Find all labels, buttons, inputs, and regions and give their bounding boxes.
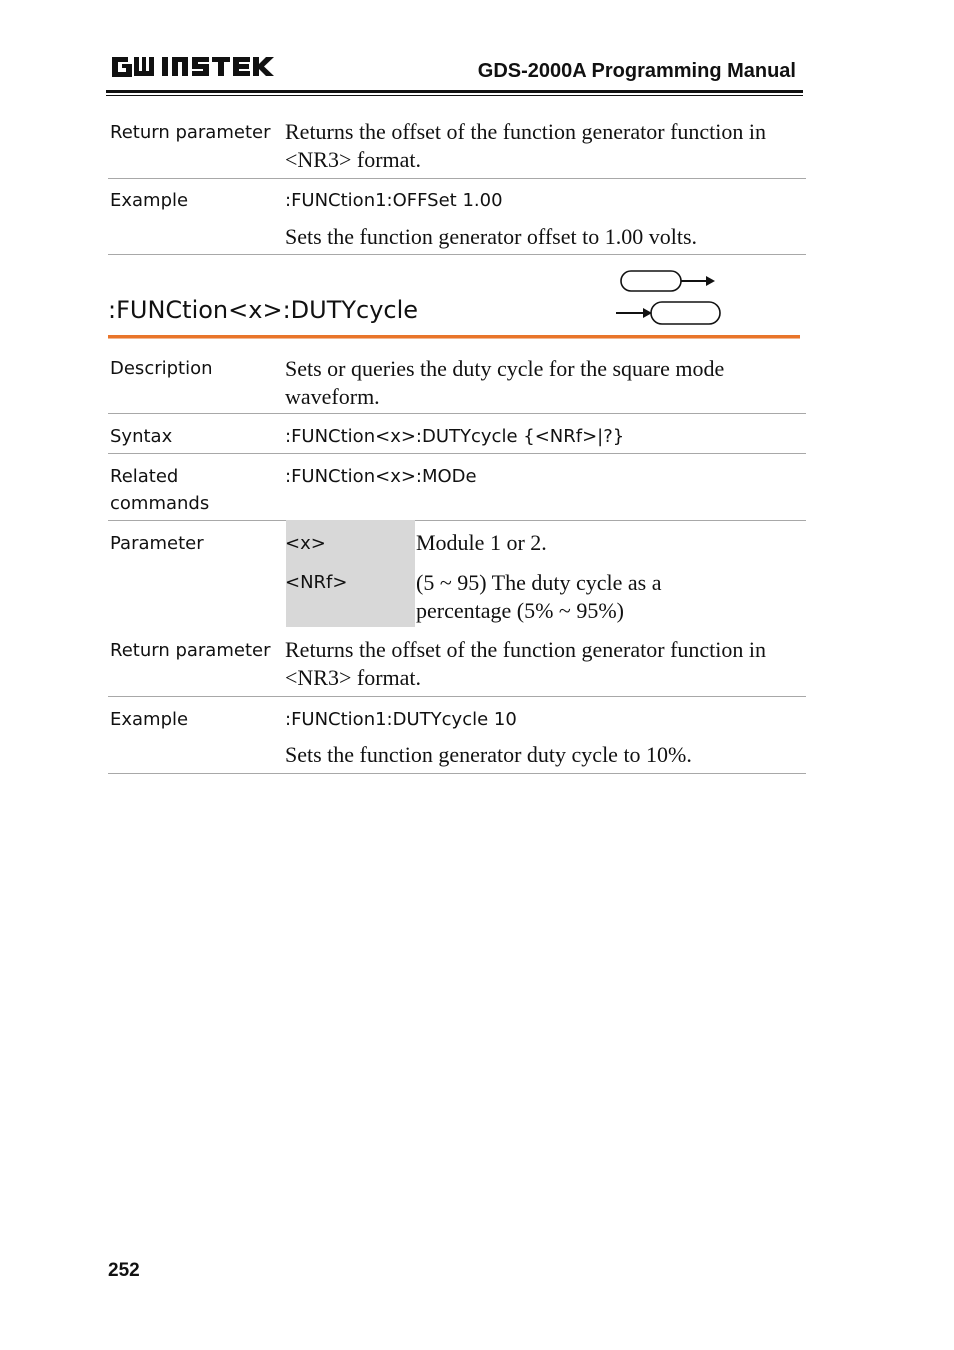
row-label: Parameter (110, 533, 204, 554)
example-command: :FUNCtion1:OFFSet 1.00 (285, 190, 503, 211)
row-value: Sets or queries the duty cycle for the square mode waveform. (285, 356, 725, 409)
row-value: Returns the offset of the function generator function in <NR3> format. (285, 119, 767, 172)
query-command-icon (615, 301, 723, 330)
section-title: :FUNCtion<x>:DUTYcycle (108, 296, 419, 324)
parameter-description: Module 1 or 2. (416, 530, 547, 555)
row-label-line: commands (110, 493, 210, 514)
row-label: Return parameter (110, 122, 271, 143)
syntax-row (108, 413, 806, 454)
row-value: Returns the offset of the function generator function in <NR3> format. (285, 637, 767, 690)
parameter-row (108, 520, 806, 627)
gw-instek-logo (110, 52, 282, 84)
row-label-line: Related (110, 466, 179, 487)
row-label: Syntax (110, 426, 173, 447)
row-label: Description (110, 358, 213, 379)
example-description: Sets the function generator offset to 1.00 volts. (285, 224, 698, 249)
section-rule-shadow (108, 338, 800, 339)
example-row (108, 696, 806, 774)
set-command-icon (620, 270, 716, 297)
parameter-description: (5 ~ 95) The duty cycle as a percentage (5% ~ 95%) (416, 570, 662, 623)
header-rule-thin (106, 95, 803, 96)
prev-example-row (108, 178, 806, 255)
example-description: Sets the function generator duty cycle to 10%. (285, 742, 692, 767)
syntax-value: :FUNCtion<x>:DUTYcycle {<NRf>|?} (285, 426, 625, 447)
related-command-link: :FUNCtion<x>:MODe (285, 466, 477, 487)
related-commands-row (108, 453, 806, 521)
example-command: :FUNCtion1:DUTYcycle 10 (285, 709, 517, 730)
row-label: Example (110, 190, 189, 211)
parameter-name: <x> (285, 533, 326, 554)
page-number: 252 (108, 1260, 140, 1281)
row-label: Return parameter (110, 640, 271, 661)
row-label (110, 463, 209, 517)
description-row (108, 354, 806, 414)
return-parameter-row (108, 627, 806, 697)
prev-return-parameter-row (108, 118, 806, 179)
manual-title: GDS-2000A Programming Manual (477, 60, 796, 82)
parameter-name: <NRf> (285, 572, 348, 593)
row-label: Example (110, 709, 189, 730)
header-rule (106, 90, 803, 93)
